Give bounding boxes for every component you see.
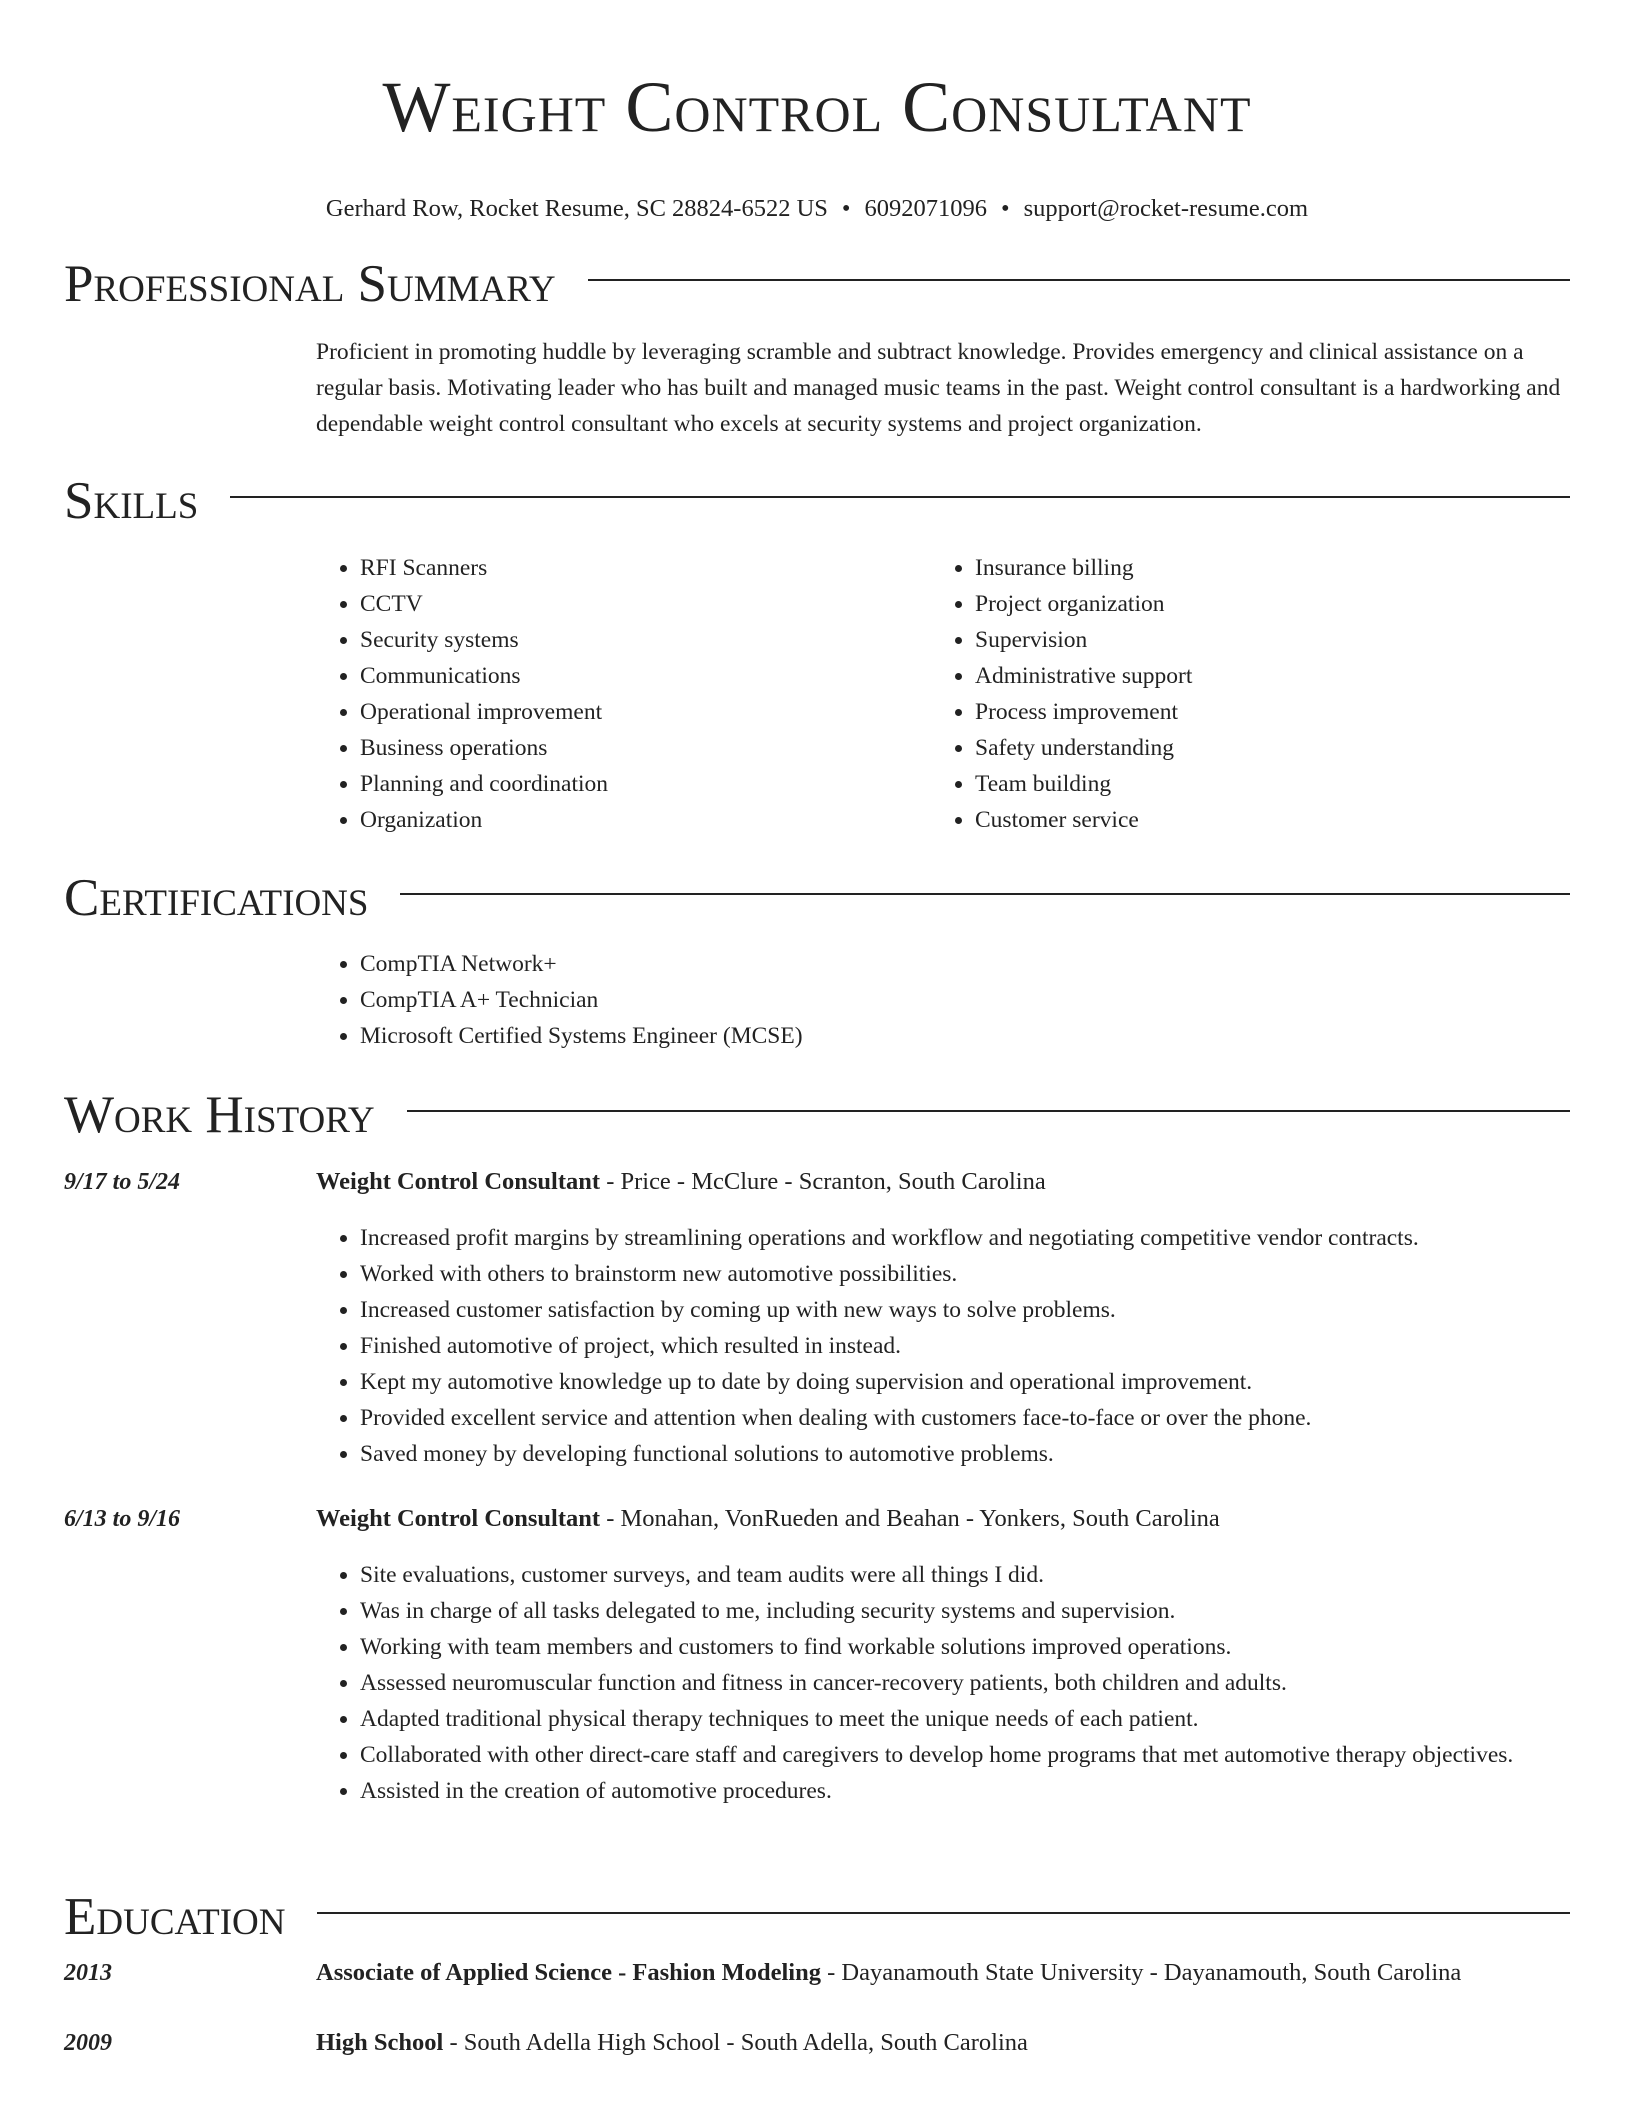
job-bullet: • Assisted in the creation of automotive procedures. <box>360 1773 1570 1809</box>
skill-item: • Insurance billing <box>975 550 1546 586</box>
certification-item: • Microsoft Certified Systems Engineer (MCSE) <box>360 1018 1570 1054</box>
education-school: - South Adella High School - South Adella, South Carolina <box>443 2029 1028 2056</box>
job-bullet: • Saved money by developing functional solutions to automotive problems. <box>360 1436 1570 1472</box>
contact-separator: • <box>1000 195 1010 222</box>
skill-item: • Planning and coordination <box>360 766 931 802</box>
section-divider <box>400 893 1570 895</box>
job-title-line <box>316 1166 1046 1198</box>
job-employer: - Price - McClure - Scranton, South Carolina <box>600 1168 1046 1195</box>
education-heading: Education <box>64 1888 286 1946</box>
job-bullet: • Collaborated with other direct-care staff and caregivers to develop home programs that met automotive therapy objectives. <box>360 1737 1570 1773</box>
work-heading: Work History <box>64 1086 375 1144</box>
job-bullet: • Was in charge of all tasks delegated to me, including security systems and supervision. <box>360 1593 1570 1629</box>
contact-phone: 6092071096 <box>864 195 987 222</box>
certification-item: • CompTIA A+ Technician <box>360 982 1570 1018</box>
summary-section-heading <box>64 254 1570 314</box>
skill-item: • Customer service <box>975 802 1546 838</box>
summary-heading: Professional Summary <box>64 255 556 313</box>
certifications-list <box>316 946 1570 1054</box>
skill-item: • Administrative support <box>975 658 1546 694</box>
skills-section-heading <box>64 471 1570 531</box>
job-bullet: • Kept my automotive knowledge up to date by doing supervision and operational improvement. <box>360 1364 1570 1400</box>
job-dates: 9/17 to 5/24 <box>64 1169 181 1195</box>
skill-item: • Supervision <box>975 622 1546 658</box>
skill-item: • Security systems <box>360 622 931 658</box>
skills-column-left <box>316 550 931 838</box>
skill-item: • Operational improvement <box>360 694 931 730</box>
contact-email: support@rocket-resume.com <box>1023 195 1309 222</box>
contact-separator: • <box>841 195 851 222</box>
job-bullet: • Site evaluations, customer surveys, and team audits were all things I did. <box>360 1557 1570 1593</box>
education-section-heading <box>64 1887 1570 1947</box>
education-school: - Dayanamouth State University - Dayanamouth, South Carolina <box>820 1959 1462 1986</box>
job-bullet: • Finished automotive of project, which resulted in instead. <box>360 1328 1570 1364</box>
job-bullets <box>316 1557 1570 1809</box>
education-year: 2013 <box>64 1960 112 1986</box>
job-bullet: • Working with team members and customers to find workable solutions improved operations. <box>360 1629 1570 1665</box>
skill-item: • Communications <box>360 658 931 694</box>
skill-item: • RFI Scanners <box>360 550 931 586</box>
skill-item: • Process improvement <box>975 694 1546 730</box>
job-bullets <box>316 1220 1570 1472</box>
skills-column-right <box>931 550 1546 838</box>
job-dates: 6/13 to 9/16 <box>64 1506 181 1532</box>
section-divider <box>407 1110 1570 1112</box>
section-divider <box>230 496 1570 498</box>
skill-item: • Organization <box>360 802 931 838</box>
skills-list <box>316 550 1570 838</box>
certification-item: • CompTIA Network+ <box>360 946 1570 982</box>
education-degree: High School <box>316 2029 444 2056</box>
skill-item: • CCTV <box>360 586 931 622</box>
contact-address: Gerhard Row, Rocket Resume, SC 28824-6522 US <box>325 195 828 222</box>
job-bullet: • Increased customer satisfaction by coming up with new ways to solve problems. <box>360 1292 1570 1328</box>
section-divider <box>317 1912 1570 1914</box>
skills-heading: Skills <box>64 472 199 530</box>
job-bullet: • Provided excellent service and attention when dealing with customers face-to-face or over the phone. <box>360 1400 1570 1436</box>
education-degree: Associate of Applied Science - Fashion Modeling <box>316 1959 821 1986</box>
job-title: Weight Control Consultant <box>316 1505 601 1532</box>
skill-item: • Team building <box>975 766 1546 802</box>
skill-item: • Business operations <box>360 730 931 766</box>
job-bullet: • Worked with others to brainstorm new automotive possibilities. <box>360 1256 1570 1292</box>
job-bullet: • Adapted traditional physical therapy techniques to meet the unique needs of each patient. <box>360 1701 1570 1737</box>
job-bullet: • Increased profit margins by streamlining operations and workflow and negotiating competitive vendor contracts. <box>360 1220 1570 1256</box>
certifications-section-heading <box>64 868 1570 928</box>
skill-item: • Project organization <box>975 586 1546 622</box>
summary-text: Proficient in promoting huddle by leveraging scramble and subtract knowledge. Provides emergency and clinical assistance on a regular basis. Motivating leader who has built and managed music teams in the past. Weight control consultant is a hardworking and dependable weight control consultant who excels at security systems and project organization. <box>316 339 1561 437</box>
job-title-line <box>316 1503 1220 1535</box>
job-employer: - Monahan, VonRueden and Beahan - Yonkers, South Carolina <box>600 1505 1220 1532</box>
education-year: 2009 <box>64 2030 112 2056</box>
education-title-line <box>316 2027 1028 2059</box>
section-divider <box>588 279 1570 281</box>
resume-page <box>64 0 1570 2056</box>
job-title: Weight Control Consultant <box>316 1168 601 1195</box>
resume-name: Weight Control Consultant <box>382 67 1252 147</box>
skill-item: • Safety understanding <box>975 730 1546 766</box>
certifications-heading: Certifications <box>64 869 369 927</box>
education-title-line <box>316 1957 1461 1989</box>
contact-line <box>64 194 1570 224</box>
work-section-heading <box>64 1085 1570 1145</box>
job-bullet: • Assessed neuromuscular function and fitness in cancer-recovery patients, both children and adults. <box>360 1665 1570 1701</box>
